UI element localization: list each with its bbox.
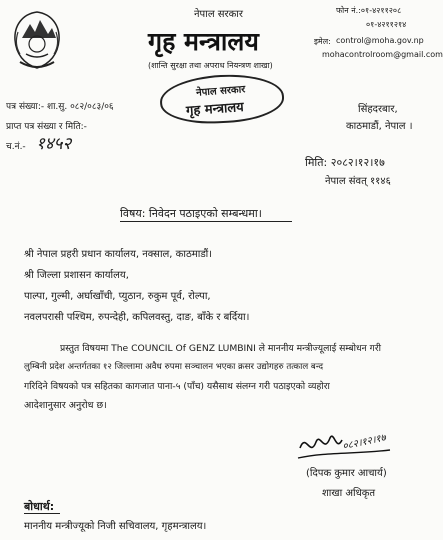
letter-number: पत्र संख्या:- शा.सु. ०८२/०८३/०६: [6, 102, 114, 112]
place-line-1: सिंहदरबार,: [358, 104, 398, 115]
addressee-1: श्री नेपाल प्रहरी प्रधान कार्यालय, नक्साल, काठमाडौं।: [24, 249, 213, 260]
signature-date: ०८२।१२।१७: [341, 432, 387, 453]
body-line-4: आदेशानुसार अनुरोध छ।: [24, 400, 107, 411]
bodharth-underline: [24, 513, 60, 514]
date-line: मिति: २०८२।१२।१७: [305, 156, 385, 169]
dispatch-label: च.नं.-: [6, 142, 26, 152]
subject: विषय: निवेदन पठाइएको सम्बन्धमा।: [120, 207, 262, 220]
phone-2: ०१-४२११२१४: [366, 20, 407, 29]
govt-label: नेपाल सरकार: [194, 9, 243, 20]
ministry-title: गृह मन्त्रालय: [148, 27, 259, 56]
signer-title: शाखा अधिकृत: [322, 488, 376, 499]
email-2[interactable]: mohacontrolroom@gmail.com: [322, 50, 443, 59]
received-number: प्राप्त पत्र संख्या र मिति:-: [6, 122, 87, 132]
sambat-line: नेपाल संवत् ११४६: [325, 176, 391, 187]
place-line-2: काठमाडौं, नेपाल ।: [346, 121, 413, 132]
addressee-3: पाल्पा, गुल्मी, अर्घाखाँची, प्युठान, रुकुम पूर्व, रोल्पा,: [24, 291, 211, 302]
dispatch-number: १४५२: [36, 134, 72, 154]
email-label: इमेल:: [314, 37, 331, 46]
branch-label: (शान्ति सुरक्षा तथा अपराध नियन्त्रण शाखा): [148, 61, 273, 70]
signer-name: (दिपक कुमार आचार्य): [306, 468, 387, 479]
nepal-emblem-icon: [8, 8, 66, 72]
addressee-4: नवलपरासी पश्चिम, रुपन्देही, कपिलवस्तु, दाङ, बाँके र बर्दिया।: [24, 312, 250, 323]
bodharth-item: माननीय मन्त्रीज्यूको निजी सचिवालय, गृहमन्त्रालय।: [24, 521, 207, 532]
phone-1: फोन नं.:०१-४२११२०८: [336, 6, 402, 15]
body-line-3: गरिदिने विषयको पत्र सहितका कागजात पाना-५ (पाँच) यसैसाथ संलग्न गरी पठाइएको व्यहोरा: [24, 381, 330, 392]
body-line-2: लुम्बिनी प्रदेश अन्तर्गतका १२ जिल्लामा अवैध रुपमा सञ्चालन भएका क्रसर उद्योगहरु तत्काल बन्द: [24, 362, 324, 372]
bodharth-label: बोधार्थ:: [24, 500, 55, 513]
email-1[interactable]: control@moha.gov.np: [336, 36, 424, 45]
body-line-1: प्रस्तुत विषयमा The COUNCIL Of GENZ LUMBINI ले माननीय मन्त्रीज्यूलाई सम्बोधन गरी: [60, 343, 381, 354]
subject-underline: [120, 221, 292, 222]
stamp-line-2: गृह मन्त्रालय: [185, 100, 245, 119]
stamp-line-1: नेपाल सरकार: [195, 84, 246, 99]
addressee-2: श्री जिल्ला प्रशासन कार्यालय,: [24, 270, 129, 281]
